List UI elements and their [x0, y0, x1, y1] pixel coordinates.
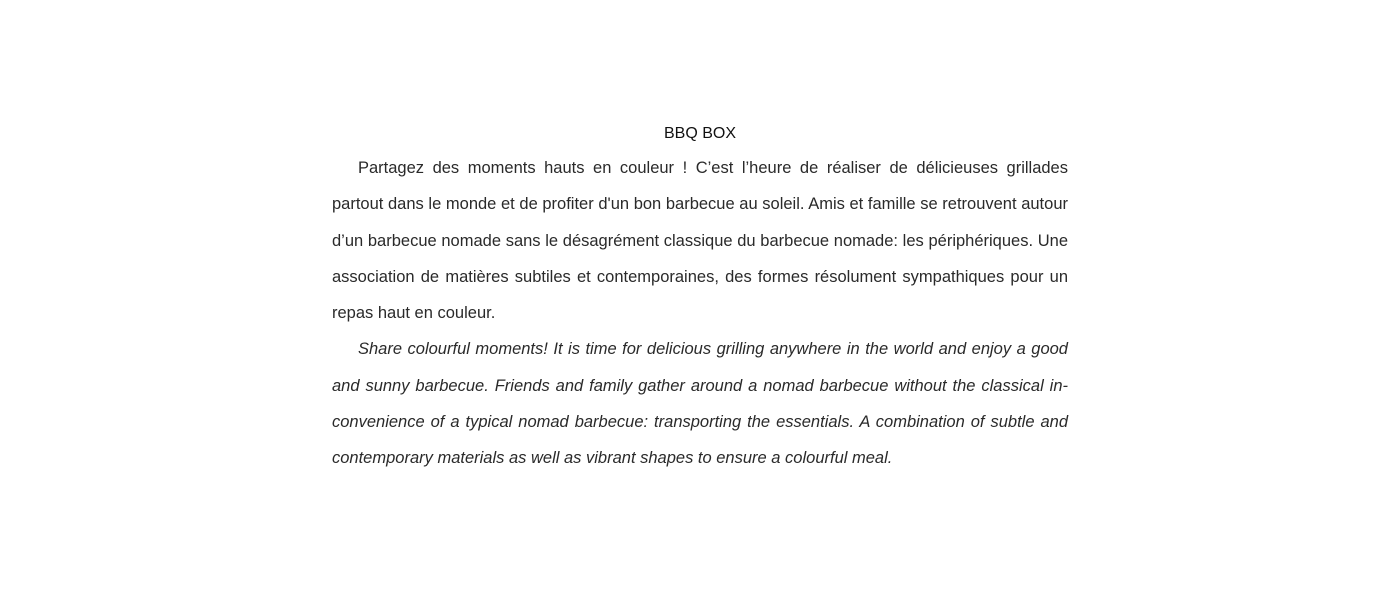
document-body: [332, 118, 1068, 477]
document-title: BBQ BOX: [663, 125, 737, 142]
paragraph-french: Partagez des moments hauts en couleur ! C’est l’heure de réaliser de délicieuses grillades partout dans le monde et de profiter d'un bon barbecue au soleil. Amis et famille se retrouvent autour d’un barbecue nomade sans le désagrément classique du barbecue nomade: les périphériques. Une association de matières subtiles et contemporaines, des formes résolument sympathiques pour un repas haut en couleur.: [332, 159, 1068, 323]
paragraph-english: Share colourful moments! It is time for delicious grilling anywhere in the world and enjoy a good and sunny barbecue. Friends and family gather around a nomad barbecue without the classical inconvenience of a typical nomad barbecue: transporting the essentials. A combination of subtle and contemporary materials as well as vibrant shapes to ensure a colourful meal.: [332, 340, 1068, 468]
